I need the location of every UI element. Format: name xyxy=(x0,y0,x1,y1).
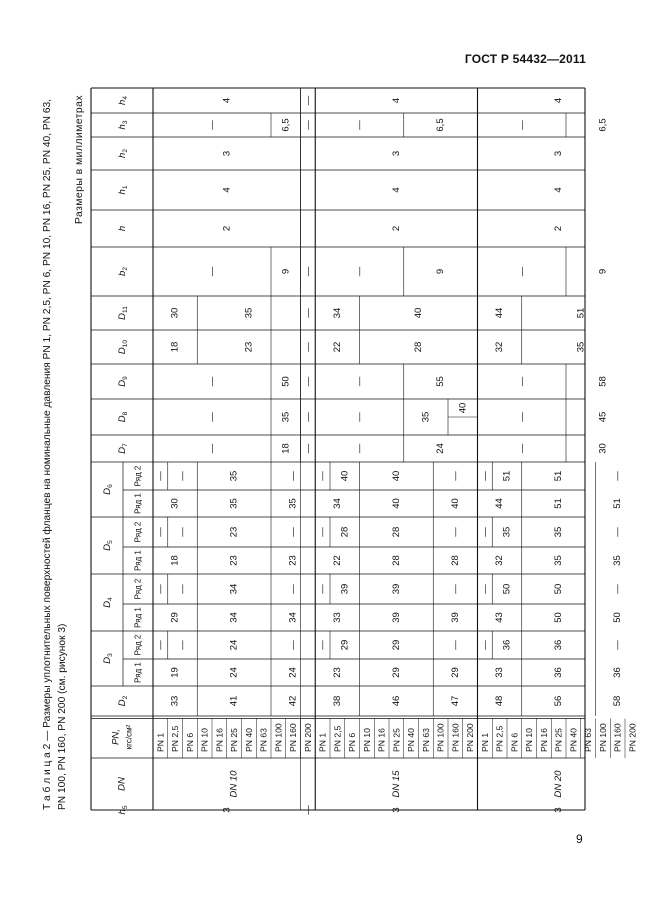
pn-value: PN 1 xyxy=(479,732,490,752)
cell-d6r2: 40 xyxy=(390,470,402,482)
cell-d7: — xyxy=(354,443,365,454)
cell-d8: — xyxy=(302,412,314,422)
cell-b2: 9 xyxy=(597,268,609,275)
cell-d5r2: 23 xyxy=(228,526,240,538)
cell-d3r2: — xyxy=(449,640,461,650)
cell-dash: — xyxy=(317,471,329,481)
pn-value: PN 16 xyxy=(538,728,549,752)
cell-d5r1: 23 xyxy=(228,555,240,566)
cell-d5r1: 18 xyxy=(169,555,181,566)
cell-d6r2: — xyxy=(177,471,188,481)
header-pn: PN, xyxy=(110,729,122,745)
cell-dash: — xyxy=(317,584,329,594)
pn-value: PN 25 xyxy=(229,728,240,752)
pn-value: PN 25 xyxy=(391,728,402,752)
pn-value: PN 2,5 xyxy=(170,725,181,752)
cell-d3r1: 24 xyxy=(287,667,299,678)
pn-value: PN 200 xyxy=(465,723,476,752)
cell-dash: — xyxy=(317,640,329,650)
header-d10: $D_{10}$ xyxy=(116,339,129,355)
header-h1: $h_1$ xyxy=(116,185,129,195)
dn-label: DN 15 xyxy=(390,770,402,798)
cell-d5r1: 28 xyxy=(449,555,461,566)
pn-value: PN 10 xyxy=(199,728,210,752)
header-d3: $D_3$ xyxy=(101,653,114,664)
header-d11: $D_{11}$ xyxy=(116,306,129,320)
pn-value: PN 1 xyxy=(317,732,328,752)
cell-d4r1: 39 xyxy=(390,612,402,623)
cell-d3r2: — xyxy=(612,640,624,650)
cell-h3: 6,5 xyxy=(597,118,609,132)
cell-d7: — xyxy=(516,443,528,454)
cell-d4r2: 34 xyxy=(228,583,240,595)
header-row-2: Ряд 2 xyxy=(133,465,143,487)
cell-d5r2: — xyxy=(287,527,299,537)
cell-d10: 35 xyxy=(575,341,587,353)
cell-d4r1: 43 xyxy=(494,612,506,623)
cell-d3r1: 23 xyxy=(331,667,343,678)
cell-d8: — xyxy=(206,412,218,422)
cell-d4r2: 39 xyxy=(339,583,351,595)
cell-d11: 30 xyxy=(169,307,181,319)
cell-d6r1: 51 xyxy=(553,498,565,509)
cell-d3r2: 29 xyxy=(390,639,402,651)
header-h: h xyxy=(116,225,128,232)
cell-h1: 4 xyxy=(221,187,233,193)
cell-d5r2: — xyxy=(612,527,624,537)
cell-d4r1: 50 xyxy=(553,612,565,623)
pn-value: PN 40 xyxy=(406,728,417,752)
cell-d11: 44 xyxy=(494,307,506,319)
pn-value: PN 200 xyxy=(627,723,638,752)
cell-h3: — xyxy=(206,120,218,130)
cell-d9: 50 xyxy=(280,376,292,387)
cell-d6r1: 35 xyxy=(228,498,240,509)
cell-dash: — xyxy=(154,471,166,481)
header-pn-unit: кгс/см² xyxy=(124,724,134,750)
cell-d2: 56 xyxy=(553,695,565,707)
table-caption-text: Размеры уплотнительных поверхностей фланцев на номинальные давления PN 1, PN 2,5, PN 6, PN 10, PN 16, PN 25, PN 40, PN 63, PN 100, PN 160, PN 200 (см. рисунок 3) xyxy=(42,98,68,810)
cell-b2: — xyxy=(302,266,314,277)
header-d2: $D_2$ xyxy=(116,695,129,707)
cell-dash: — xyxy=(154,527,166,537)
cell-d2: 46 xyxy=(390,695,402,707)
cell-d3r1: 24 xyxy=(228,667,240,678)
cell-d5r2: 28 xyxy=(339,526,351,538)
pn-value: PN 63 xyxy=(420,728,431,752)
cell-b2: 9 xyxy=(435,268,447,275)
flange-dimensions-table xyxy=(91,88,638,815)
pn-value: PN 160 xyxy=(288,723,299,752)
pn-value: PN 6 xyxy=(347,732,358,752)
pn-value: PN 10 xyxy=(524,728,535,752)
header-h2: $h_2$ xyxy=(116,149,129,158)
cell-h4: 4 xyxy=(221,97,233,104)
cell-d4r1: 39 xyxy=(449,612,461,623)
cell-h3: — xyxy=(302,120,314,130)
header-row-1: Ряд 1 xyxy=(133,607,143,628)
table-caption-label: Т а б л и ц а 2 — xyxy=(42,727,53,810)
cell-d3r1: 33 xyxy=(494,667,506,678)
cell-d6r2: 51 xyxy=(501,470,513,482)
cell-d7: — xyxy=(302,443,314,454)
cell-d6r2: 40 xyxy=(339,470,351,482)
cell-h3: 6,5 xyxy=(435,118,447,132)
cell-h5: 3 xyxy=(390,807,402,813)
cell-d5r1: 23 xyxy=(287,555,299,566)
pn-value: PN 2,5 xyxy=(494,725,505,752)
cell-d4r1: 33 xyxy=(331,612,343,623)
cell-d2: 47 xyxy=(449,695,461,707)
cell-d7: 24 xyxy=(435,443,447,454)
cell-h4: 4 xyxy=(553,97,565,104)
cell-d8: — xyxy=(354,412,365,422)
cell-d9: 55 xyxy=(435,376,447,387)
cell-d10: 22 xyxy=(331,341,343,353)
cell-d9: — xyxy=(516,376,528,387)
cell-d6r1: 40 xyxy=(449,498,461,509)
cell-d10: 18 xyxy=(169,341,181,353)
cell-h4: 4 xyxy=(390,97,402,104)
cell-d3r2: — xyxy=(287,640,299,650)
cell-dash: — xyxy=(154,584,166,594)
pn-value: PN 200 xyxy=(302,723,313,752)
cell-d4r2: — xyxy=(287,584,299,594)
pn-value: PN 16 xyxy=(376,728,387,752)
pn-value: PN 1 xyxy=(155,732,166,752)
cell-h2: 3 xyxy=(221,150,233,157)
cell-d4r2: 50 xyxy=(501,583,513,595)
cell-d6r2: 51 xyxy=(553,470,565,482)
cell-d4r1: 29 xyxy=(169,612,181,623)
page-number: 9 xyxy=(576,832,583,846)
cell-d5r2: — xyxy=(177,527,188,537)
header-h5: $h_5$ xyxy=(116,805,129,815)
cell-d2: 41 xyxy=(228,695,240,707)
cell-d5r2: 35 xyxy=(501,526,513,538)
cell-d6r1: 30 xyxy=(169,498,181,509)
cell-d5r2: — xyxy=(449,527,461,537)
cell-d4r2: 39 xyxy=(390,583,402,595)
cell-b2: — xyxy=(516,266,528,277)
cell-d11: 35 xyxy=(243,307,255,319)
cell-d3r2: 24 xyxy=(228,639,240,651)
cell-d6r2: 35 xyxy=(228,470,240,482)
cell-d9: — xyxy=(302,376,314,387)
cell-d11: 40 xyxy=(413,307,424,319)
rotated-page-content xyxy=(40,85,638,815)
header-d4: $D_4$ xyxy=(101,597,114,608)
header-d7: $D_7$ xyxy=(116,443,129,454)
header-row-2: Ряд 2 xyxy=(133,578,143,600)
header-dn: DN xyxy=(116,777,128,791)
cell-d10: 28 xyxy=(413,341,424,353)
cell-d2: 38 xyxy=(331,695,343,707)
cell-d3r1: 36 xyxy=(612,667,624,678)
cell-dash: — xyxy=(479,584,491,594)
header-d8: $D_8$ xyxy=(116,411,129,423)
cell-h: 2 xyxy=(553,225,565,232)
pn-value: PN 100 xyxy=(597,723,608,752)
pn-value: PN 6 xyxy=(184,732,195,752)
pn-value: PN 10 xyxy=(361,728,372,752)
cell-d3r2: 36 xyxy=(553,639,565,651)
header-d6: $D_6$ xyxy=(101,484,114,495)
cell-b2: 9 xyxy=(280,268,292,275)
cell-d4r1: 34 xyxy=(287,612,299,623)
cell-d10: 32 xyxy=(494,341,506,353)
cell-d4r1: 34 xyxy=(228,612,240,623)
header-row-1: Ряд 1 xyxy=(133,493,143,514)
pn-value: PN 63 xyxy=(258,728,269,752)
cell-d4r2: — xyxy=(449,584,461,594)
cell-dash: — xyxy=(317,527,329,537)
cell-d5r2: 35 xyxy=(553,526,565,538)
cell-d6r1: 51 xyxy=(612,498,624,509)
cell-d5r2: 28 xyxy=(390,526,402,538)
cell-d11: — xyxy=(302,308,314,318)
header-d5: $D_5$ xyxy=(101,540,114,551)
cell-b2: — xyxy=(206,266,218,277)
cell-d5r1: 22 xyxy=(331,555,343,566)
cell-d9: — xyxy=(354,376,365,387)
cell-d3r1: 29 xyxy=(390,667,402,678)
cell-d9: 58 xyxy=(597,376,609,387)
pn-value: PN 63 xyxy=(583,728,594,752)
pn-value: PN 40 xyxy=(243,728,254,752)
header-row-1: Ряд 1 xyxy=(133,550,143,571)
pn-value: PN 100 xyxy=(435,723,446,752)
pn-value: PN 6 xyxy=(509,732,520,752)
cell-d3r2: 36 xyxy=(501,639,513,651)
cell-d2: 48 xyxy=(494,695,506,707)
cell-d5r1: 35 xyxy=(612,555,624,566)
cell-d5r1: 32 xyxy=(494,555,506,566)
cell-h5: 3 xyxy=(221,807,233,813)
cell-dash: — xyxy=(479,640,491,650)
cell-h5: 3 xyxy=(553,807,565,813)
cell-h2: 3 xyxy=(390,150,402,157)
pn-value: PN 100 xyxy=(273,723,284,752)
header-b2: $b_2$ xyxy=(116,267,129,276)
cell-h4: — xyxy=(302,95,314,106)
cell-d10: 23 xyxy=(243,341,255,353)
cell-d6r1: 44 xyxy=(494,498,506,509)
cell-d6r1: 40 xyxy=(390,498,402,509)
document-id: ГОСТ Р 54432—2011 xyxy=(464,52,586,66)
cell-h: 2 xyxy=(221,225,233,232)
header-h3: $h_3$ xyxy=(116,120,129,130)
cell-h1: 4 xyxy=(553,187,565,193)
cell-d2: 33 xyxy=(169,695,181,707)
cell-d8: — xyxy=(516,412,528,422)
pn-value: PN 16 xyxy=(214,728,225,752)
cell-d5r1: 35 xyxy=(553,555,565,566)
cell-d8: 35 xyxy=(420,411,432,423)
cell-d10: — xyxy=(302,342,314,352)
header-row-2: Ряд 2 xyxy=(133,634,143,656)
header-h4: $h_4$ xyxy=(116,96,129,105)
cell-h: 2 xyxy=(390,225,402,232)
header-row-1: Ряд 1 xyxy=(133,662,143,683)
cell-d6r2: — xyxy=(287,471,299,481)
cell-d3r1: 19 xyxy=(169,667,181,678)
cell-d4r1: 50 xyxy=(612,612,624,623)
cell-h3: 6,5 xyxy=(280,118,292,132)
cell-dash: — xyxy=(479,527,491,537)
cell-d4r2: — xyxy=(612,584,624,594)
units-note: Размеры в миллиметрах xyxy=(73,95,85,225)
table-caption xyxy=(40,85,70,810)
pn-value: PN 160 xyxy=(612,723,623,752)
cell-h1: 4 xyxy=(390,187,402,193)
cell-d6r1: 35 xyxy=(287,498,299,509)
cell-d6r1: 34 xyxy=(331,498,343,509)
cell-h3: — xyxy=(516,120,528,130)
dn-label: DN 20 xyxy=(553,770,565,798)
cell-h2: 3 xyxy=(553,150,565,157)
cell-d11: 34 xyxy=(331,307,343,319)
pn-value: PN 25 xyxy=(553,728,564,752)
cell-d6r2: — xyxy=(612,471,624,481)
cell-d3r1: 29 xyxy=(449,667,461,678)
cell-h3: — xyxy=(354,120,365,130)
cell-d3r1: 36 xyxy=(553,667,565,678)
header-d9: $D_9$ xyxy=(116,376,129,387)
cell-d5r1: 28 xyxy=(390,555,402,566)
cell-d9: — xyxy=(206,376,218,387)
cell-d7: 30 xyxy=(597,443,609,454)
pn-value: PN 2,5 xyxy=(332,725,343,752)
cell-d7: — xyxy=(206,443,218,454)
cell-d2: 42 xyxy=(287,695,299,707)
cell-b2: — xyxy=(354,266,365,277)
cell-dash: — xyxy=(479,471,491,481)
cell-d3r2: 29 xyxy=(339,639,351,651)
cell-d2: 58 xyxy=(612,695,624,707)
pn-value: PN 40 xyxy=(568,728,579,752)
cell-d11: 51 xyxy=(575,307,587,319)
cell-d8: 45 xyxy=(597,411,609,423)
cell-d4r2: 50 xyxy=(553,583,565,595)
pn-value: PN 160 xyxy=(450,723,461,752)
cell-h5: — xyxy=(302,805,314,815)
dn-label: DN 10 xyxy=(228,770,240,798)
header-row-2: Ряд 2 xyxy=(133,521,143,543)
cell-d4r2: — xyxy=(177,584,188,594)
cell-d6r2: — xyxy=(449,471,461,481)
cell-d8: 40 xyxy=(457,402,469,414)
cell-d8: 35 xyxy=(280,411,292,423)
cell-dash: — xyxy=(154,640,166,650)
cell-d7: 18 xyxy=(280,443,292,454)
cell-d3r2: — xyxy=(177,640,188,650)
